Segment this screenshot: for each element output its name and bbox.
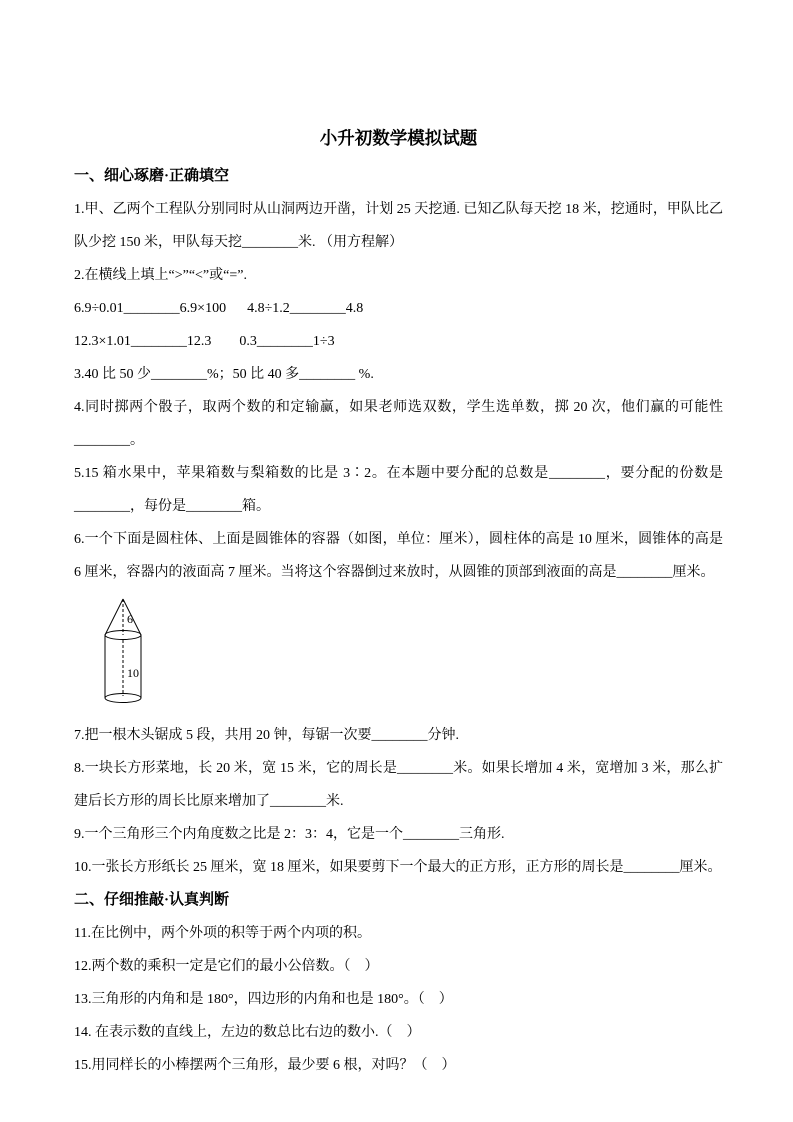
page-title: 小升初数学模拟试题 [319, 128, 478, 148]
question-5: 5.15 箱水果中，苹果箱数与梨箱数的比是 3∶2。在本题中要分配的总数是________，要分配的份数是________，每份是________箱。 [74, 466, 723, 514]
question-2: 2.在横线上填上“>”“<”或“=”. [74, 268, 247, 283]
question-4: 4.同时掷两个骰子，取两个数的和定输赢，如果老师选双数，学生选单数，掷 20 次，他们赢的可能性________。 [74, 400, 723, 448]
section-2-heading: 二、仔细推敲·认真判断 [74, 892, 230, 908]
cone-on-cylinder-figure [91, 595, 181, 711]
question-15: 15.用同样长的小棒摆两个三角形，最少要 6 根，对吗？（ ） [74, 1058, 456, 1073]
cone-height-label: 6 [127, 612, 133, 626]
question-6: 6.一个下面是圆柱体、上面是圆锥体的容器（如图，单位：厘米），圆柱体的高是 10 厘米，圆锥体的高是 6 厘米，容器内的液面高 7 厘米。当将这个容器倒过来放时，从圆锥的顶部到液面的高是________厘米。 [74, 532, 723, 580]
question-14: 14. 在表示数的直线上，左边的数总比右边的数小.（ ） [74, 1025, 421, 1040]
question-13: 13.三角形的内角和是 180°，四边形的内角和也是 180°。（ ） [74, 992, 453, 1007]
question-10: 10.一张长方形纸长 25 厘米，宽 18 厘米，如果要剪下一个最大的正方形，正方形的周长是________厘米。 [74, 860, 722, 875]
question-8: 8.一块长方形菜地，长 20 米，宽 15 米，它的周长是________米。如果长增加 4 米，宽增加 3 米，那么扩建后长方形的周长比原来增加了________米. [74, 761, 723, 809]
question-2-row-1: 6.9÷0.01________6.9×100 4.8÷1.2________4.8 [74, 301, 364, 316]
question-3: 3.40 比 50 少________%；50 比 40 多________ %. [74, 367, 374, 382]
question-9: 9.一个三角形三个内角度数之比是 2：3：4，它是一个________三角形. [74, 827, 505, 842]
section-1-heading: 一、细心琢磨·正确填空 [74, 168, 230, 184]
section-true-false [74, 884, 723, 1082]
question-12: 12.两个数的乘积一定是它们的最小公倍数。（ ） [74, 959, 379, 974]
question-7: 7.把一根木头锯成 5 段，共用 20 钟，每锯一次要________分钟. [74, 728, 459, 743]
cylinder-height-label: 10 [127, 666, 139, 680]
question-11: 11.在比例中，两个外项的积等于两个内项的积。 [74, 926, 371, 941]
section-fill-in-blanks [74, 160, 723, 884]
question-1: 1.甲、乙两个工程队分别同时从山洞两边开凿，计划 25 天挖通. 已知乙队每天挖 18 米，挖通时，甲队比乙队少挖 150 米，甲队每天挖________米. （用方程解） [74, 202, 723, 250]
container-diagram [74, 589, 723, 719]
question-2-row-2: 12.3×1.01________12.3 0.3________1÷3 [74, 334, 335, 349]
